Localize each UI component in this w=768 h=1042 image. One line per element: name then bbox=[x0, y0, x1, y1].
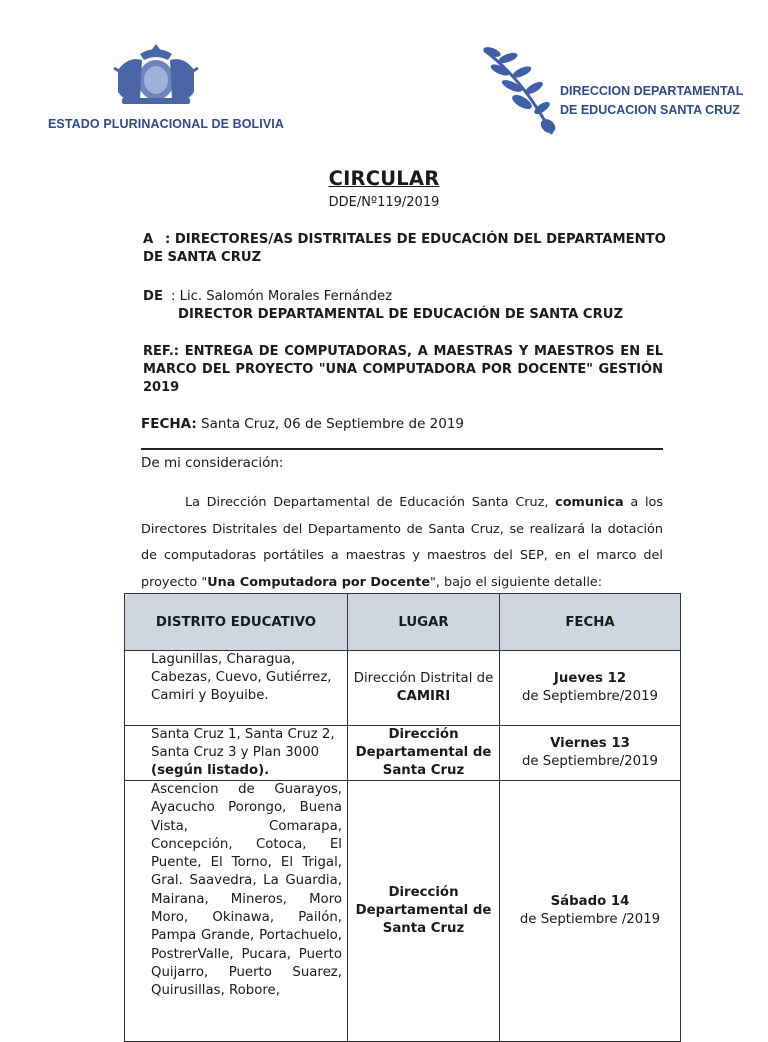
body-part-3: ", bajo el siguiente detalle: bbox=[430, 574, 603, 590]
recipient-block bbox=[143, 231, 683, 267]
body-bold-2: Una Computadora por Docente bbox=[207, 574, 431, 590]
lugar-cell bbox=[348, 651, 500, 726]
fecha-month: de Septiembre /2019 bbox=[519, 912, 661, 927]
coat-of-arms-icon bbox=[110, 40, 202, 112]
fecha-cell bbox=[500, 651, 681, 726]
lugar-bold: CAMIRI bbox=[396, 689, 451, 704]
lugar-cell: Dirección Departamental de Santa Cruz bbox=[348, 726, 500, 781]
body-bold-1: comunica bbox=[555, 495, 624, 510]
body-paragraph bbox=[141, 490, 663, 596]
sender-name: : Lic. Salomón Morales Fernández bbox=[171, 289, 393, 304]
body-part-2: a los Directores Distritales del Departamento de Santa Cruz, se realizará la dotación de computadoras portátiles a maestras y maestros del SEP, en el marco del proyecto " bbox=[141, 495, 664, 590]
state-name: ESTADO PLURINACIONAL DE BOLIVIA bbox=[48, 117, 284, 131]
lugar-cell: Dirección Departamental de Santa Cruz bbox=[348, 781, 500, 1042]
lugar-text: Dirección Distrital de bbox=[353, 671, 494, 686]
table-header-row bbox=[125, 594, 681, 651]
fecha-month: de Septiembre/2019 bbox=[521, 689, 659, 704]
department-name bbox=[560, 82, 743, 120]
header-distrito: DISTRITO EDUCATIVO bbox=[125, 594, 348, 651]
date-label: FECHA: bbox=[141, 416, 197, 432]
sender-block bbox=[143, 288, 683, 324]
distrito-cell: Lagunillas, Charagua, Cabezas, Cuevo, Gutiérrez, Camiri y Boyuibe. bbox=[125, 651, 348, 726]
greeting: De mi consideración: bbox=[141, 455, 284, 471]
recipient-text: : DIRECTORES/AS DISTRITALES DE EDUCACIÓN DEL DEPARTAMENTO DE SANTA CRUZ bbox=[143, 232, 666, 265]
body-part-1: La Dirección Departamental de Educación Santa Cruz, bbox=[185, 495, 556, 510]
fecha-month: de Septiembre/2019 bbox=[521, 754, 659, 769]
table-row bbox=[125, 726, 681, 781]
schedule-table bbox=[124, 593, 681, 1042]
distrito-cell bbox=[125, 726, 348, 781]
fecha-day: Sábado 14 bbox=[550, 894, 630, 909]
fecha-day: Viernes 13 bbox=[550, 736, 630, 751]
reference-text: REF.: ENTREGA DE COMPUTADORAS, A MAESTRAS Y MAESTROS EN EL MARCO DEL PROYECTO "UNA COMPUTADORA POR DOCENTE" GESTIÓN 2019 bbox=[143, 344, 663, 395]
recipient-label: A bbox=[143, 232, 154, 247]
distrito-bold: (según listado). bbox=[151, 763, 270, 778]
department-line-2: DE EDUCACION SANTA CRUZ bbox=[560, 103, 740, 117]
distrito-cell: Ascencion de Guarayos, Ayacucho Porongo, Buena Vista, Comarapa, Concepción, Cotoca, El Puente, El Torno, El Trigal, Gral. Saavedra, La Guardia, Mairana, Mineros, Moro Moro, Okinawa, Pailón, Pampa Grande, Portachuelo, PostrerValle, Pucara, Puerto Quijarro, Puerto Suarez, Quirusillas, Robore, bbox=[125, 781, 348, 1042]
date-line bbox=[141, 415, 464, 433]
date-text: Santa Cruz, 06 de Septiembre de 2019 bbox=[196, 416, 465, 432]
header-fecha: FECHA bbox=[500, 594, 681, 651]
table-row bbox=[125, 651, 681, 726]
document-number: DDE/Nº119/2019 bbox=[328, 195, 440, 210]
fecha-cell bbox=[500, 781, 681, 1042]
document-title: CIRCULAR bbox=[328, 167, 440, 190]
distrito-text: Santa Cruz 1, Santa Cruz 2, Santa Cruz 3 y Plan 3000 bbox=[151, 727, 335, 760]
table-row bbox=[125, 781, 681, 1042]
divider bbox=[141, 448, 663, 450]
sender-role: DIRECTOR DEPARTAMENTAL DE EDUCACIÓN DE SANTA CRUZ bbox=[178, 307, 624, 322]
fecha-day: Jueves 12 bbox=[553, 671, 627, 686]
department-line-1: DIRECCION DEPARTAMENTAL bbox=[560, 84, 744, 98]
header-lugar: LUGAR bbox=[348, 594, 500, 651]
leaf-branch-icon bbox=[478, 44, 562, 136]
sender-label: DE bbox=[143, 289, 163, 304]
fecha-cell bbox=[500, 726, 681, 781]
